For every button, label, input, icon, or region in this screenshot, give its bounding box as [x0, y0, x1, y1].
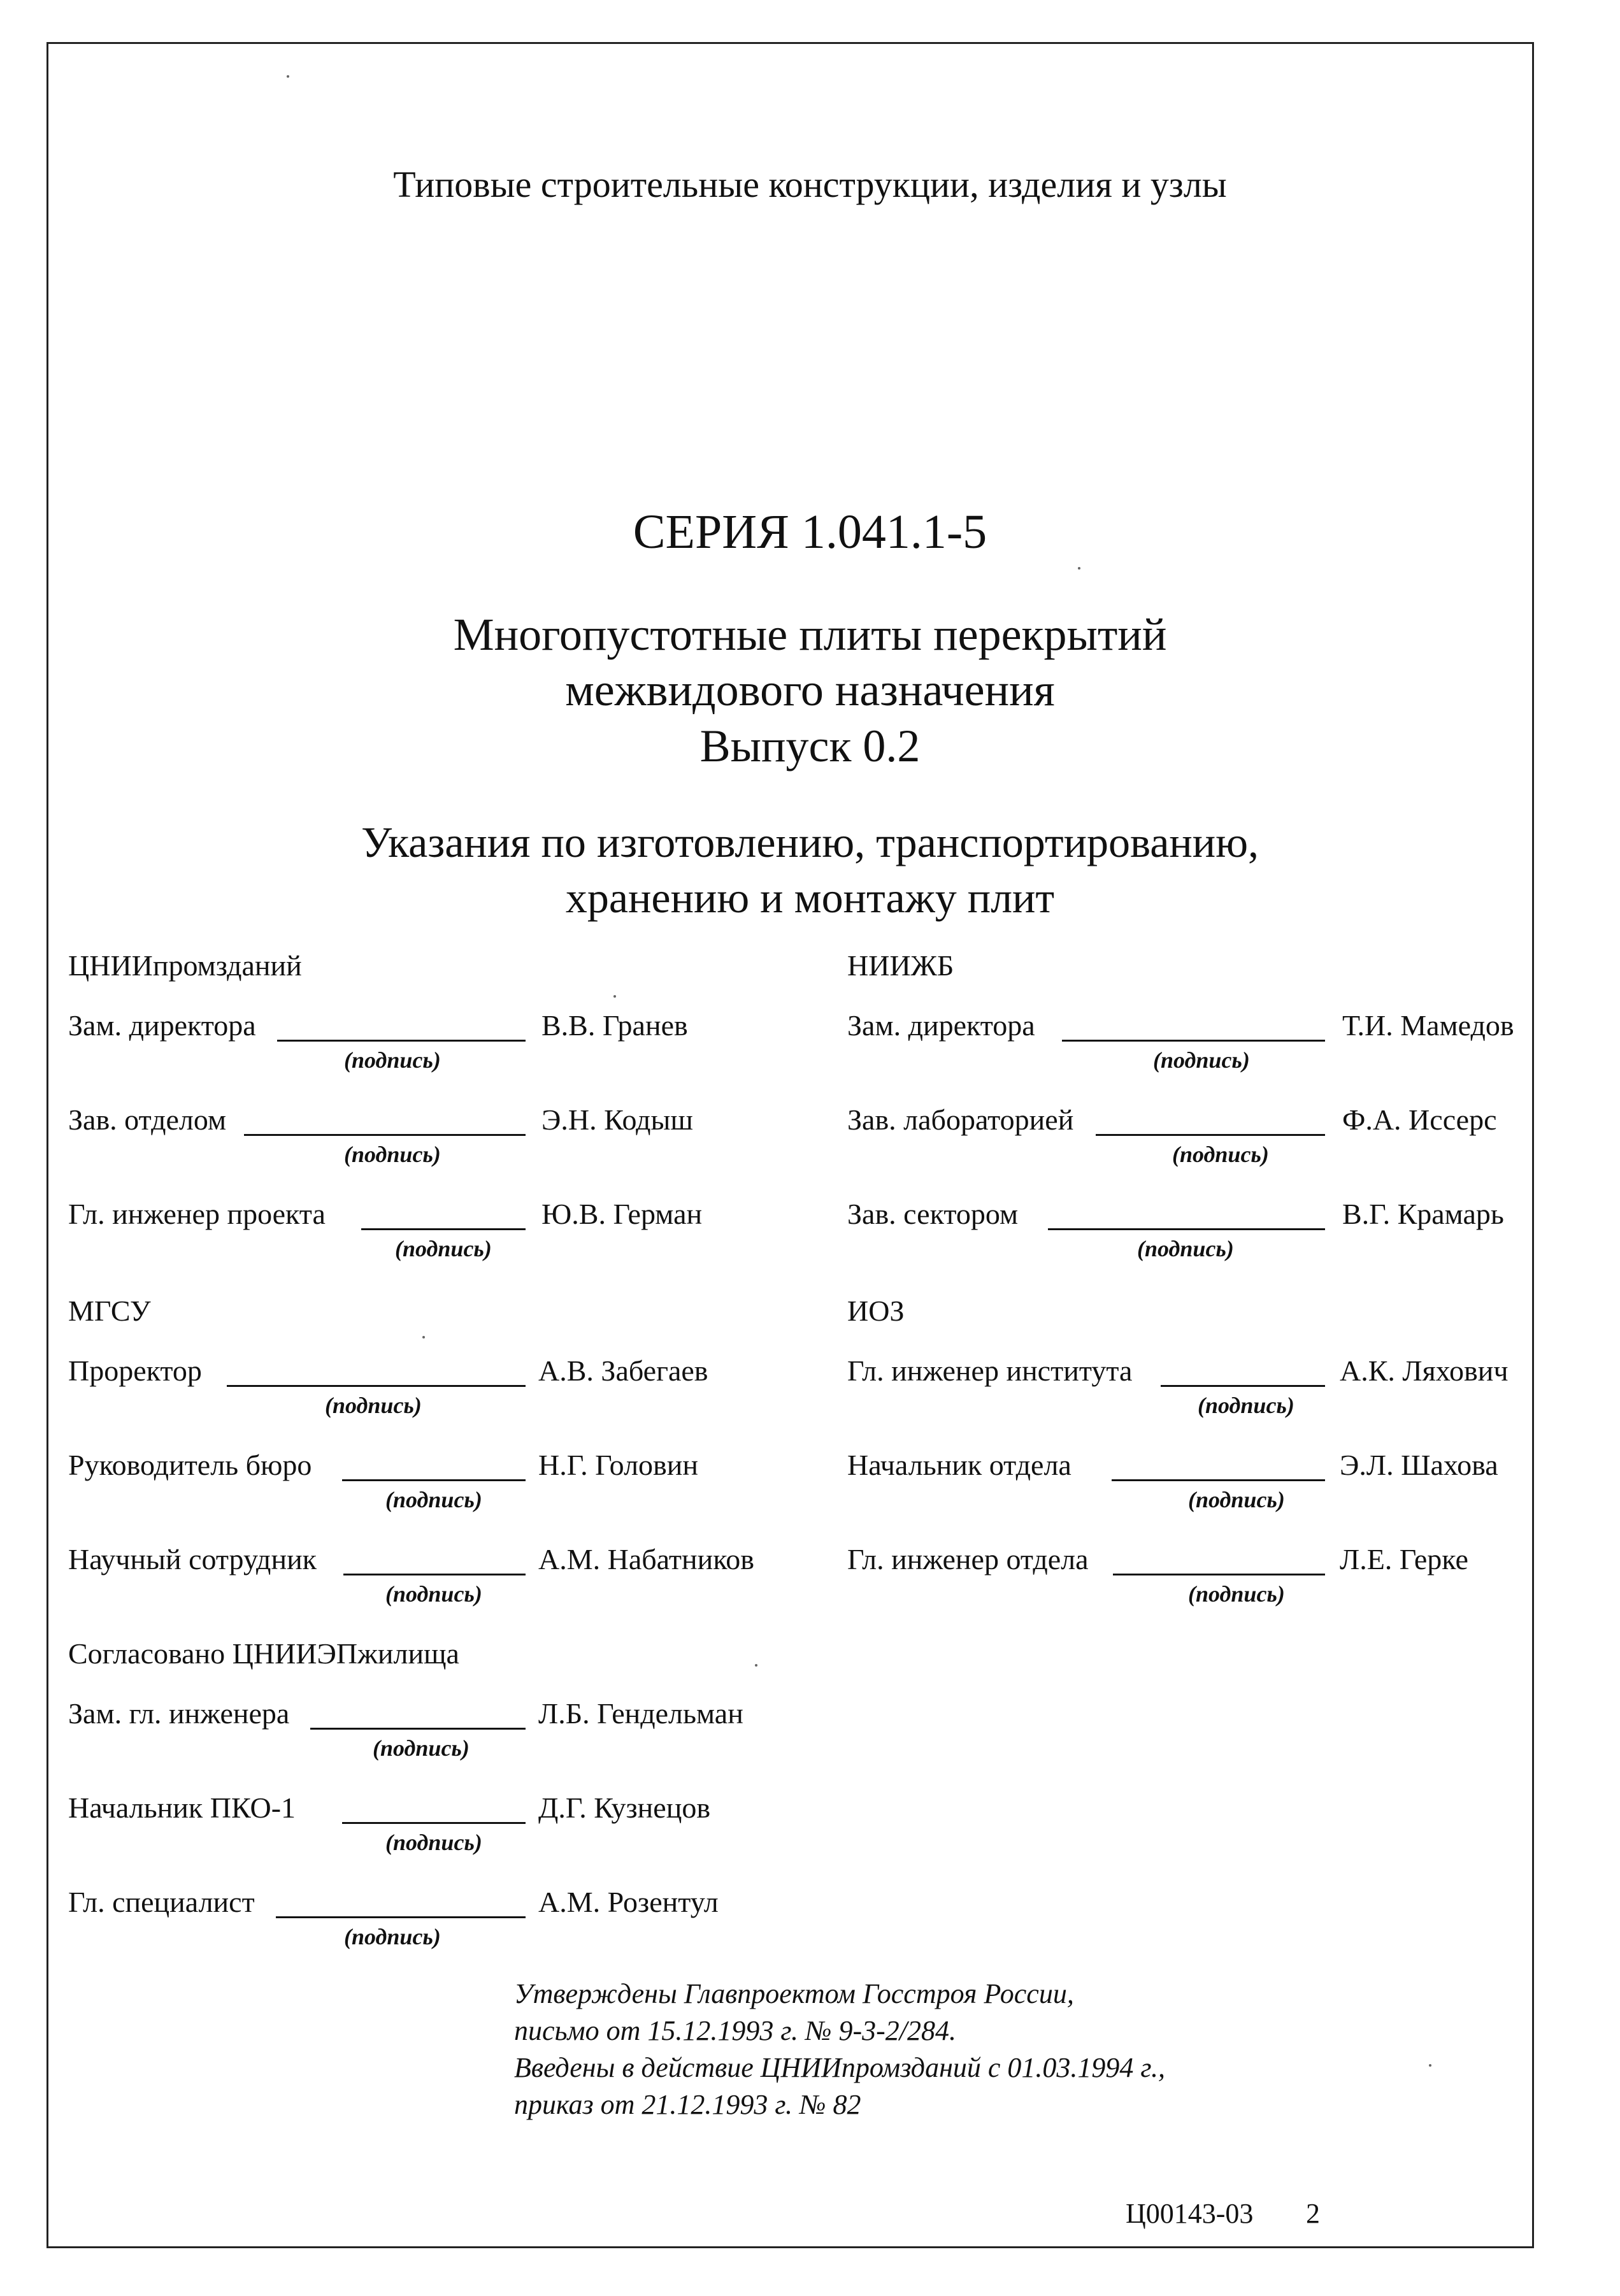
signatory-role: Гл. инженер отдела — [847, 1543, 1089, 1575]
signatory-name: Э.Н. Кодыш — [541, 1103, 693, 1136]
signatory-role: Зам. директора — [68, 1009, 256, 1042]
signatory-name: Т.И. Мамедов — [1342, 1009, 1514, 1042]
org-heading: НИИЖБ — [847, 949, 954, 982]
signature-line — [276, 1916, 526, 1918]
signature-line — [244, 1134, 526, 1136]
signature-line — [361, 1228, 526, 1230]
signatory-name: А.М. Розентул — [538, 1886, 719, 1918]
signature-caption: (подпись) — [344, 1924, 441, 1949]
signature-line — [1161, 1385, 1325, 1387]
signature-caption: (подпись) — [344, 1142, 441, 1167]
signature-line — [342, 1822, 526, 1824]
signature-caption: (подпись) — [395, 1236, 492, 1261]
title-line-2: межвидового назначения — [565, 664, 1055, 715]
signature-caption: (подпись) — [325, 1393, 422, 1418]
signature-caption: (подпись) — [373, 1735, 470, 1761]
signature-line — [1096, 1134, 1325, 1136]
signature-line — [277, 1040, 526, 1042]
signatory-name: А.В. Забегаев — [538, 1354, 708, 1387]
signature-line — [1112, 1479, 1325, 1481]
subtitle-line-1: Указания по изготовлению, транспортированию, — [361, 818, 1259, 866]
subtitle-line-2: хранению и монтажу плит — [565, 873, 1055, 922]
approval-line: Утверждены Главпроектом Госстроя России, — [514, 1978, 1074, 2009]
org-heading: ЦНИИпромзданий — [68, 949, 302, 982]
org-heading: Согласовано ЦНИИЭПжилища — [68, 1637, 459, 1670]
signature-line — [310, 1728, 526, 1730]
signature-line — [1062, 1040, 1325, 1042]
signatory-role: Научный сотрудник — [68, 1543, 317, 1575]
signatory-name: Ю.В. Герман — [541, 1198, 703, 1230]
page-number: 2 — [1306, 2198, 1320, 2229]
signatory-role: Гл. специалист — [68, 1886, 255, 1918]
signature-caption: (подпись) — [1188, 1487, 1285, 1512]
scan-speck — [287, 75, 289, 78]
signatory-name: Н.Г. Головин — [538, 1449, 698, 1481]
org-heading: МГСУ — [68, 1295, 151, 1327]
signatory-name: А.К. Ляхович — [1340, 1354, 1509, 1387]
signatory-role: Зав. сектором — [847, 1198, 1019, 1230]
scan-speck — [1078, 567, 1080, 570]
signatory-role: Зам. директора — [847, 1009, 1035, 1042]
signatory-role: Гл. инженер проекта — [68, 1198, 326, 1230]
signatory-role: Зав. отделом — [68, 1103, 227, 1136]
signatory-role: Руководитель бюро — [68, 1449, 312, 1481]
signatory-role: Зам. гл. инженера — [68, 1697, 290, 1730]
signatory-role: Гл. инженер института — [847, 1354, 1133, 1387]
signatory-role: Проректор — [68, 1354, 202, 1387]
issue-number: Выпуск 0.2 — [699, 721, 921, 771]
title-line-1: Многопустотные плиты перекрытий — [453, 609, 1167, 660]
signature-line — [1113, 1574, 1325, 1575]
signature-caption: (подпись) — [385, 1830, 482, 1855]
series-number: СЕРИЯ 1.041.1-5 — [633, 505, 987, 559]
approval-note — [514, 1976, 1165, 2123]
signature-caption: (подпись) — [1137, 1236, 1234, 1261]
signature-caption: (подпись) — [1198, 1393, 1294, 1418]
signature-caption: (подпись) — [385, 1581, 482, 1607]
signature-line — [227, 1385, 526, 1387]
signatory-name: Д.Г. Кузнецов — [538, 1791, 711, 1824]
signatory-name: Э.Л. Шахова — [1340, 1449, 1498, 1481]
signatory-name: А.М. Набатников — [538, 1543, 754, 1575]
signatory-name: Л.Е. Герке — [1340, 1543, 1468, 1575]
signature-line — [343, 1574, 526, 1575]
signatory-name: Л.Б. Гендельман — [538, 1697, 743, 1730]
scan-speck — [1429, 2064, 1431, 2067]
signatory-role: Начальник ПКО-1 — [68, 1791, 296, 1824]
approval-line: приказ от 21.12.1993 г. № 82 — [514, 2089, 861, 2120]
approval-line: Введены в действие ЦНИИпромзданий с 01.03.1994 г., — [514, 2052, 1166, 2083]
signatory-role: Зав. лабораторией — [847, 1103, 1074, 1136]
signature-caption: (подпись) — [385, 1487, 482, 1512]
series-type: Типовые строительные конструкции, изделия и узлы — [393, 164, 1227, 205]
signature-caption: (подпись) — [1172, 1142, 1269, 1167]
signatory-name: Ф.А. Иссерс — [1342, 1103, 1497, 1136]
signatory-name: В.В. Гранев — [541, 1009, 688, 1042]
scan-speck — [422, 1336, 425, 1338]
page-border — [47, 42, 1534, 2248]
signature-line — [342, 1479, 526, 1481]
approval-line: письмо от 15.12.1993 г. № 9-3-2/284. — [514, 2015, 957, 2046]
signatory-role: Начальник отдела — [847, 1449, 1072, 1481]
signature-line — [1048, 1228, 1325, 1230]
scan-speck — [613, 995, 616, 998]
signature-caption: (подпись) — [1153, 1047, 1250, 1073]
signatory-name: В.Г. Крамарь — [1342, 1198, 1504, 1230]
document-code: Ц00143-03 — [1126, 2198, 1254, 2229]
signature-caption: (подпись) — [344, 1047, 441, 1073]
scan-speck — [755, 1664, 757, 1667]
org-heading: ИОЗ — [847, 1295, 905, 1327]
signature-caption: (подпись) — [1188, 1581, 1285, 1607]
